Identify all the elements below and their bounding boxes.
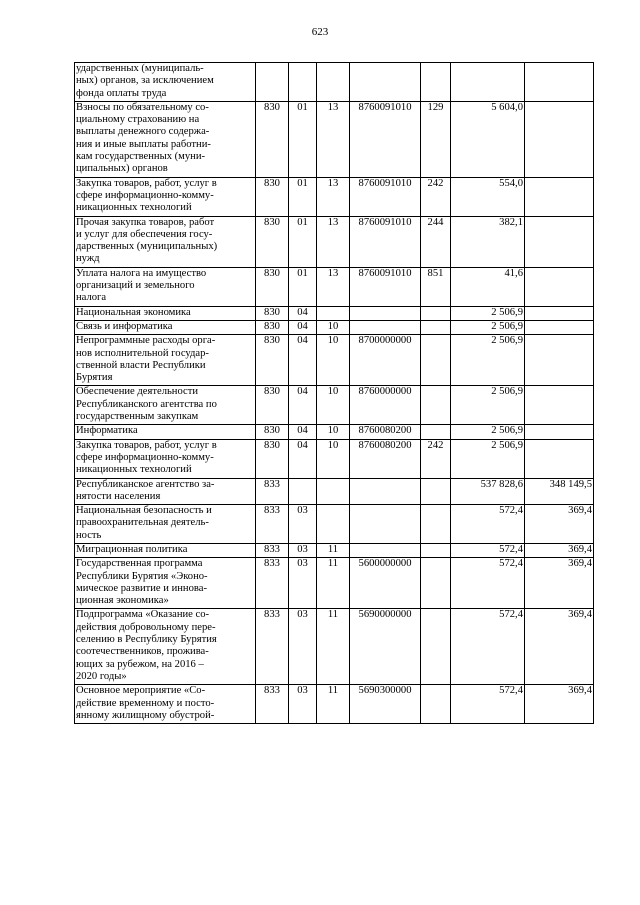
row-section-cell: 04 [289, 335, 317, 386]
row-sum1-cell: 2 506,9 [451, 306, 525, 320]
budget-table [74, 62, 594, 724]
row-sum2-cell: 369,4 [525, 558, 594, 609]
row-type-cell [421, 543, 451, 557]
table-row [75, 335, 594, 386]
row-name-cell: Непрограммные расходы орга- нов исполнительной государ- ственной власти Республики Бурятия [75, 335, 256, 386]
row-sum1-cell: 537 828,6 [451, 478, 525, 505]
row-code-cell: 830 [256, 101, 289, 177]
row-code-cell: 833 [256, 685, 289, 724]
row-sum2-cell [525, 177, 594, 216]
row-section-cell: 04 [289, 386, 317, 425]
row-sum2-cell [525, 439, 594, 478]
row-subsection-cell: 10 [317, 335, 350, 386]
row-sum1-cell: 572,4 [451, 609, 525, 685]
row-section-cell: 03 [289, 558, 317, 609]
row-sum2-cell [525, 320, 594, 334]
row-subsection-cell: 10 [317, 320, 350, 334]
row-code-cell: 830 [256, 267, 289, 306]
row-target-cell [350, 63, 421, 102]
row-section-cell: 04 [289, 306, 317, 320]
row-subsection-cell: 11 [317, 558, 350, 609]
row-target-cell: 5690300000 [350, 685, 421, 724]
table-row [75, 505, 594, 544]
row-sum2-cell [525, 63, 594, 102]
table-row [75, 306, 594, 320]
row-section-cell: 01 [289, 216, 317, 267]
table-row [75, 543, 594, 557]
row-type-cell: 244 [421, 216, 451, 267]
row-code-cell: 830 [256, 306, 289, 320]
row-target-cell: 8760000000 [350, 386, 421, 425]
row-sum1-cell: 572,4 [451, 558, 525, 609]
row-subsection-cell: 11 [317, 543, 350, 557]
row-section-cell: 01 [289, 177, 317, 216]
row-type-cell [421, 609, 451, 685]
row-target-cell [350, 320, 421, 334]
row-subsection-cell: 13 [317, 101, 350, 177]
row-name-cell: Национальная экономика [75, 306, 256, 320]
row-sum2-cell: 348 149,5 [525, 478, 594, 505]
table-row [75, 267, 594, 306]
row-sum2-cell: 369,4 [525, 609, 594, 685]
row-sum2-cell [525, 306, 594, 320]
row-sum1-cell: 2 506,9 [451, 320, 525, 334]
table-row [75, 478, 594, 505]
row-section-cell: 03 [289, 505, 317, 544]
row-type-cell [421, 505, 451, 544]
row-sum2-cell [525, 425, 594, 439]
row-sum2-cell: 369,4 [525, 685, 594, 724]
row-subsection-cell: 11 [317, 609, 350, 685]
row-name-cell: Уплата налога на имущество организаций и земельного налога [75, 267, 256, 306]
row-subsection-cell: 10 [317, 386, 350, 425]
row-subsection-cell [317, 306, 350, 320]
row-name-cell: Прочая закупка товаров, работ и услуг для обеспечения госу- дарственных (муниципальных) нужд [75, 216, 256, 267]
row-type-cell [421, 685, 451, 724]
row-sum2-cell [525, 267, 594, 306]
row-sum1-cell: 2 506,9 [451, 425, 525, 439]
table-row [75, 177, 594, 216]
row-code-cell: 833 [256, 505, 289, 544]
row-type-cell [421, 478, 451, 505]
row-sum1-cell: 382,1 [451, 216, 525, 267]
row-sum2-cell: 369,4 [525, 505, 594, 544]
row-subsection-cell: 10 [317, 439, 350, 478]
row-code-cell: 830 [256, 425, 289, 439]
row-section-cell: 03 [289, 609, 317, 685]
row-type-cell: 129 [421, 101, 451, 177]
row-type-cell [421, 63, 451, 102]
row-code-cell: 830 [256, 386, 289, 425]
row-target-cell: 8760080200 [350, 439, 421, 478]
row-name-cell: Основное мероприятие «Со- действие временному и посто- янному жилищному обустрой- [75, 685, 256, 724]
row-code-cell [256, 63, 289, 102]
row-type-cell: 242 [421, 439, 451, 478]
row-target-cell: 8760091010 [350, 177, 421, 216]
row-target-cell: 8760080200 [350, 425, 421, 439]
row-sum1-cell: 2 506,9 [451, 335, 525, 386]
row-sum2-cell [525, 335, 594, 386]
table-row [75, 609, 594, 685]
row-subsection-cell [317, 63, 350, 102]
row-sum1-cell: 2 506,9 [451, 386, 525, 425]
row-target-cell [350, 306, 421, 320]
row-name-cell: ударственных (муниципаль- ных) органов, за исключением фонда оплаты труда [75, 63, 256, 102]
row-code-cell: 833 [256, 478, 289, 505]
row-section-cell: 04 [289, 439, 317, 478]
row-name-cell: Взносы по обязательному со- циальному страхованию на выплаты денежного содержа- ния и иные выплаты работни- кам государственных (муни- ципальных) органов [75, 101, 256, 177]
row-sum1-cell: 572,4 [451, 685, 525, 724]
row-name-cell: Информатика [75, 425, 256, 439]
row-section-cell: 04 [289, 425, 317, 439]
row-code-cell: 830 [256, 439, 289, 478]
row-code-cell: 830 [256, 320, 289, 334]
row-target-cell: 8760091010 [350, 101, 421, 177]
row-section-cell [289, 478, 317, 505]
row-name-cell: Национальная безопасность и правоохранительная деятель- ность [75, 505, 256, 544]
row-type-cell [421, 320, 451, 334]
row-sum1-cell: 2 506,9 [451, 439, 525, 478]
row-section-cell [289, 63, 317, 102]
row-target-cell: 5690000000 [350, 609, 421, 685]
table-row [75, 558, 594, 609]
row-name-cell: Государственная программа Республики Бурятия «Эконо- мическое развитие и иннова- ционная экономика» [75, 558, 256, 609]
row-sum1-cell: 554,0 [451, 177, 525, 216]
row-code-cell: 830 [256, 216, 289, 267]
row-name-cell: Республиканское агентство за- нятости населения [75, 478, 256, 505]
row-subsection-cell: 13 [317, 267, 350, 306]
row-subsection-cell: 11 [317, 685, 350, 724]
row-sum2-cell: 369,4 [525, 543, 594, 557]
row-code-cell: 830 [256, 335, 289, 386]
row-sum1-cell [451, 63, 525, 102]
row-name-cell: Закупка товаров, работ, услуг в сфере информационно-комму- никационных технологий [75, 439, 256, 478]
row-section-cell: 01 [289, 267, 317, 306]
row-name-cell: Связь и информатика [75, 320, 256, 334]
row-type-cell [421, 306, 451, 320]
row-section-cell: 04 [289, 320, 317, 334]
row-section-cell: 03 [289, 685, 317, 724]
row-type-cell [421, 558, 451, 609]
row-code-cell: 830 [256, 177, 289, 216]
row-target-cell [350, 505, 421, 544]
row-section-cell: 01 [289, 101, 317, 177]
table-row [75, 63, 594, 102]
row-type-cell [421, 335, 451, 386]
row-code-cell: 833 [256, 543, 289, 557]
row-sum2-cell [525, 101, 594, 177]
table-row [75, 439, 594, 478]
row-name-cell: Миграционная политика [75, 543, 256, 557]
row-subsection-cell: 13 [317, 177, 350, 216]
row-subsection-cell [317, 505, 350, 544]
row-type-cell: 851 [421, 267, 451, 306]
table-row [75, 320, 594, 334]
row-subsection-cell: 10 [317, 425, 350, 439]
row-type-cell: 242 [421, 177, 451, 216]
row-sum1-cell: 572,4 [451, 505, 525, 544]
row-code-cell: 833 [256, 609, 289, 685]
row-target-cell: 5600000000 [350, 558, 421, 609]
row-sum1-cell: 572,4 [451, 543, 525, 557]
table-row [75, 685, 594, 724]
row-sum1-cell: 5 604,0 [451, 101, 525, 177]
row-target-cell [350, 478, 421, 505]
table-row [75, 386, 594, 425]
row-sum2-cell [525, 216, 594, 267]
row-target-cell: 8760091010 [350, 216, 421, 267]
row-name-cell: Обеспечение деятельности Республиканского агентства по государственным закупкам [75, 386, 256, 425]
row-name-cell: Закупка товаров, работ, услуг в сфере информационно-комму- никационных технологий [75, 177, 256, 216]
row-section-cell: 03 [289, 543, 317, 557]
row-target-cell: 8700000000 [350, 335, 421, 386]
row-type-cell [421, 425, 451, 439]
table-row [75, 216, 594, 267]
row-sum2-cell [525, 386, 594, 425]
page-number: 623 [311, 26, 329, 38]
row-sum1-cell: 41,6 [451, 267, 525, 306]
budget-table-body [75, 63, 594, 724]
table-row [75, 101, 594, 177]
row-target-cell: 8760091010 [350, 267, 421, 306]
row-name-cell: Подпрограмма «Оказание со- действия добровольному пере- селению в Республику Бурятия соотечественников, прожива- ющих за рубежом, на 2016 – 2020 годы» [75, 609, 256, 685]
row-subsection-cell [317, 478, 350, 505]
row-type-cell [421, 386, 451, 425]
row-target-cell [350, 543, 421, 557]
row-code-cell: 833 [256, 558, 289, 609]
table-row [75, 425, 594, 439]
row-subsection-cell: 13 [317, 216, 350, 267]
